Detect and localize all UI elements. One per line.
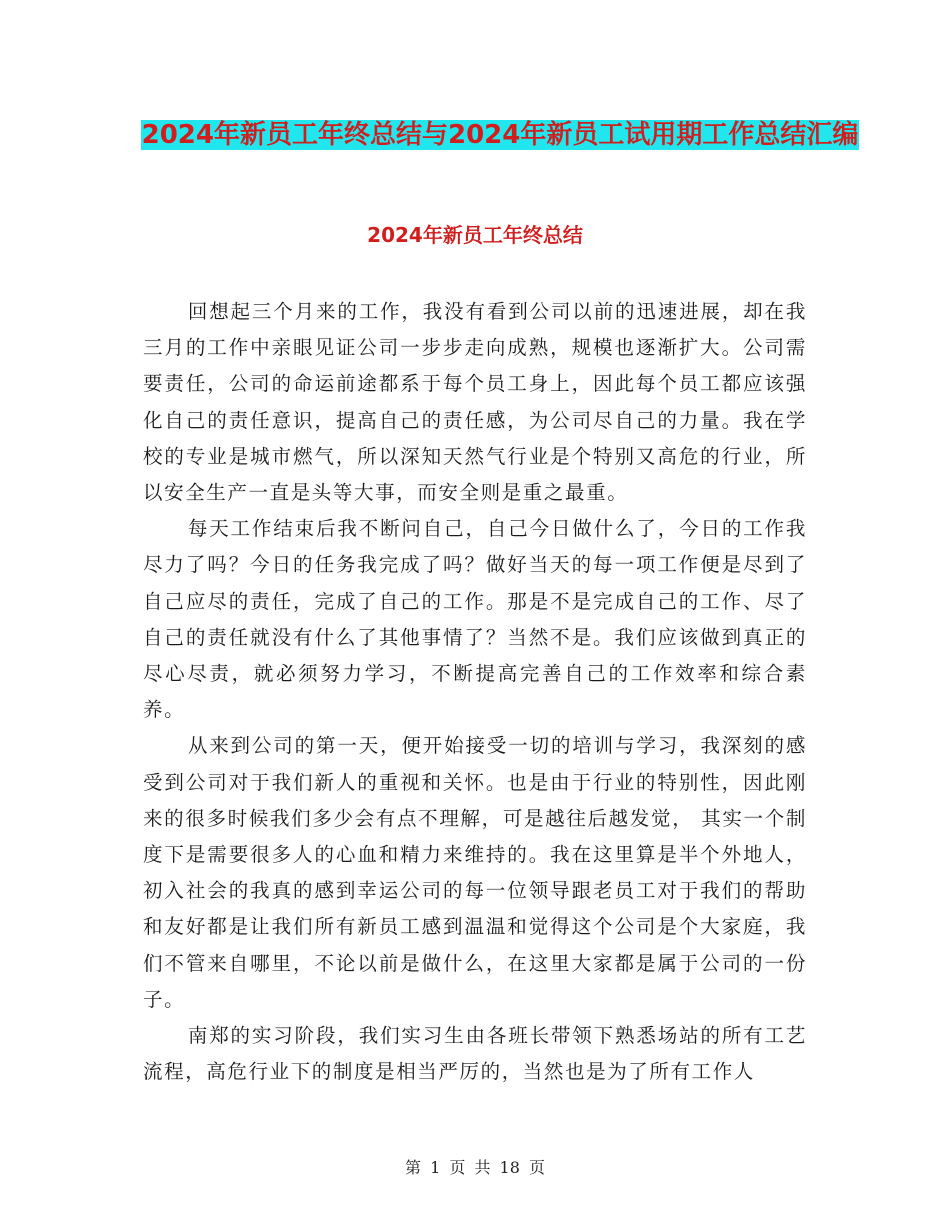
paragraph: 南郑的实习阶段，我们实习生由各班长带领下熟悉场站的所有工艺流程，高危行业下的制度是相当严厉的，当然也是为了所有工作人 (143, 1024, 807, 1084)
paragraph: 回想起三个月来的工作，我没有看到公司以前的迅速进展，却在我三月的工作中亲眼见证公司一步步走向成熟，规模也逐渐扩大。公司需要责任，公司的命运前途都系于每个员工身上，因此每个员工都应该强化自己的责任意识，提高自己的责任感，为公司尽自己的力量。我在学校的专业是城市燃气，所以深知天然气行业是个特别又高危的行业，所以安全生产一直是头等大事，而安全则是重之最重。 (143, 300, 807, 505)
page-footer: 第 1 页 共 18 页 (405, 1158, 545, 1177)
paragraph: 每天工作结束后我不断问自己，自己今日做什么了，今日的工作我尽力了吗？今日的任务我完成了吗？做好当天的每一项工作便是尽到了自己应尽的责任，完成了自己的工作。那是不是完成自己的工作、尽了自己的责任就没有什么了其他事情了？当然不是。我们应该做到真正的尽心尽责，就必须努力学习，不断提高完善自己的工作效率和综合素养。 (143, 517, 807, 722)
document-body (143, 294, 807, 1090)
section-title: 2024年新员工年终总结 (367, 223, 583, 247)
document-title (140, 112, 860, 159)
paragraph: 从来到公司的第一天，便开始接受一切的培训与学习，我深刻的感受到公司对于我们新人的重视和关怀。也是由于行业的特别性，因此刚来的很多时候我们多少会有点不理解，可是越往后越发觉， 其实一个制度下是需要很多人的心血和精力来维持的。我在这里算是半个外地人，初入社会的我真的感到幸运公司的每一位领导跟老员工对于我们的帮助和友好都是让我们所有新员工感到温温和觉得这个公司是个大家庭，我们不管来自哪里，不论以前是做什么，在这里大家都是属于公司的一份子。 (143, 734, 807, 1011)
document-title-text: 2024年新员工年终总结与2024年新员工试用期工作总结汇编 (141, 120, 859, 150)
